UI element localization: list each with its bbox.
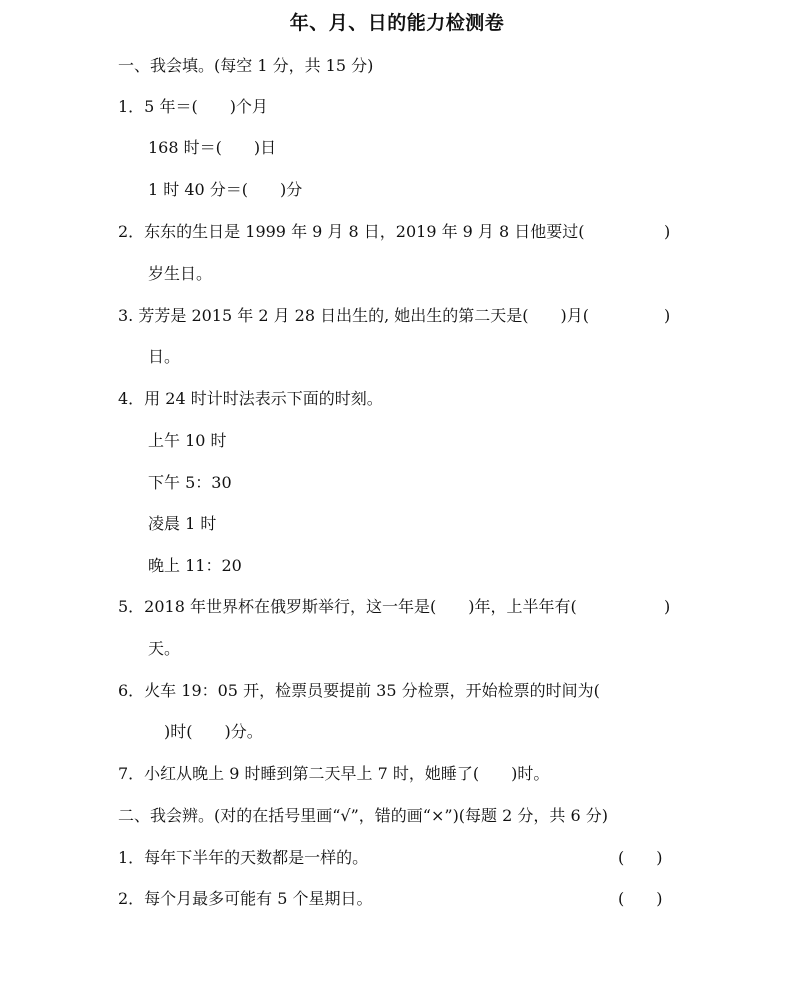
s2-item-1: 1．每年下半年的天数都是一样的。 [118,848,369,867]
q4-item-1-label: 上午 10 时 [148,431,227,450]
q4-item-3-label: 凌晨 1 时 [148,514,217,533]
q2-paren-end: ) [664,222,671,241]
s2-item-2: 2．每个月最多可能有 5 个星期日。 [118,889,373,908]
s2-item-1-paren[interactable]: ( ) [618,848,663,867]
q3-line2: 日。 [148,347,181,366]
q3-line1: 3. 芳芳是 2015 年 2 月 28 日出生的, 她出生的第二天是( )月( [118,306,590,325]
q2-line2: 岁生日。 [148,264,213,283]
section1-heading: 一、我会填。(每空 1 分，共 15 分) [118,56,374,75]
q7-line1: 7．小红从晚上 9 时睡到第二天早上 7 时，她睡了( )时。 [118,764,550,783]
q4-item-4-label: 晚上 11：20 [148,556,242,575]
q3-paren-end: ) [664,306,671,325]
q4-item-4 [148,556,242,576]
q4-item-2-label: 下午 5：30 [148,473,232,492]
q4-item-2 [148,473,232,493]
q1-line1: 1．5 年＝( )个月 [118,97,268,116]
q5-line1: 5．2018 年世界杯在俄罗斯举行，这一年是( )年，上半年有( [118,597,577,616]
q5-paren-end: ) [664,597,671,616]
q5-line2: 天。 [148,639,181,658]
q1-line3: 1 时 40 分＝( )分 [148,180,303,199]
q6-line1: 6．火车 19：05 开，检票员要提前 35 分检票，开始检票的时间为( [118,681,600,700]
q4-item-3 [148,514,216,534]
q2-line1: 2．东东的生日是 1999 年 9 月 8 日，2019 年 9 月 8 日他要过( [118,222,585,241]
s2-item-2-paren[interactable]: ( ) [618,889,663,908]
section2-heading: 二、我会辨。(对的在括号里画“√”，错的画“×”)(每题 2 分，共 6 分) [118,806,608,825]
page-title: 年、月、日的能力检测卷 [289,12,505,34]
q4-line1: 4．用 24 时计时法表示下面的时刻。 [118,389,383,408]
q6-line2: )时( )分。 [164,722,263,741]
q4-item-1 [148,431,227,451]
q1-line2: 168 时＝( )日 [148,138,277,157]
